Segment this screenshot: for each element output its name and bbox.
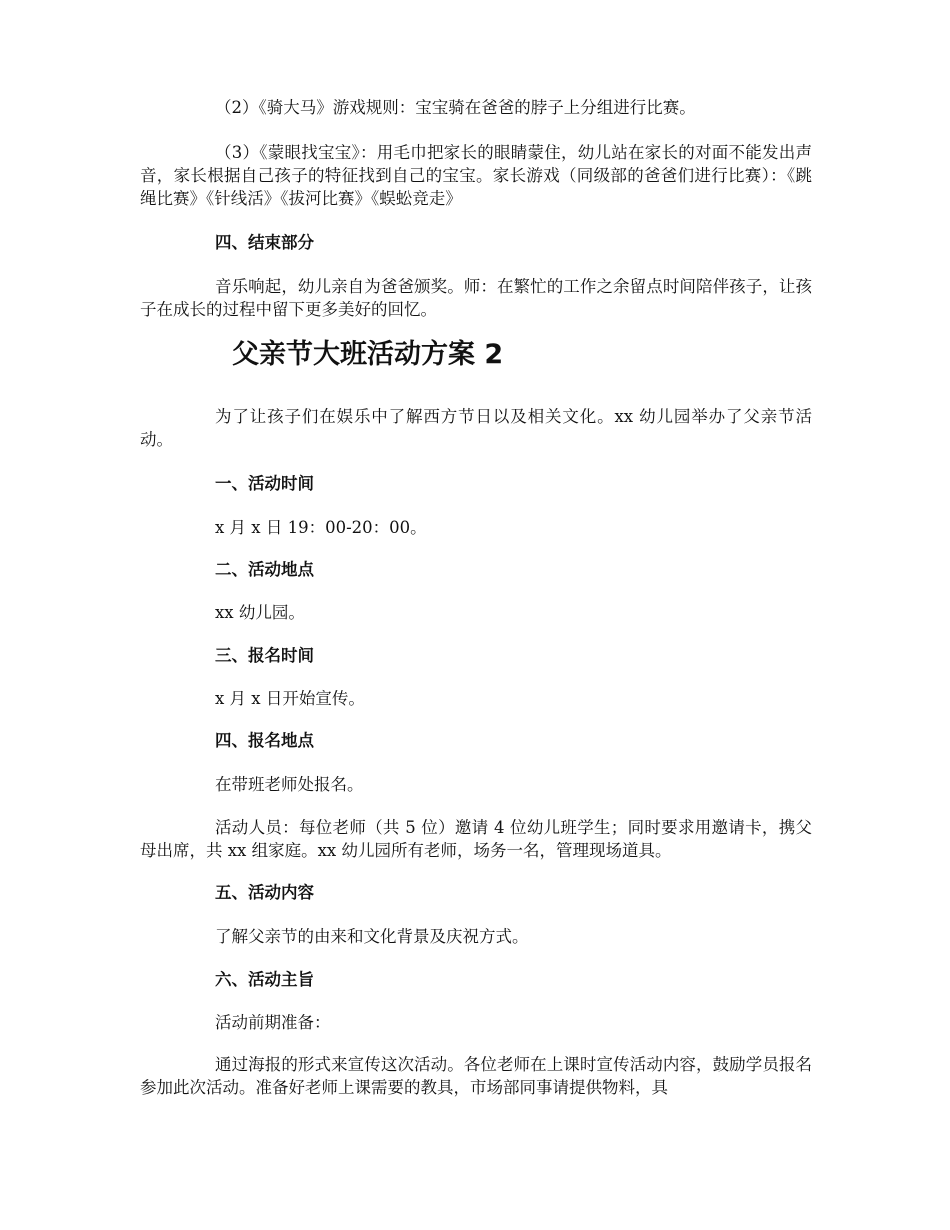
paragraph-preparation-label: 活动前期准备： (215, 1013, 331, 1032)
paragraph-activity-time: x 月 x 日 19：00-20：00。 (215, 518, 427, 537)
paragraph-activity-staff: 活动人员：每位老师（共 5 位）邀请 4 位幼儿班学生；同时要求用邀请卡，携父母出席，共 xx 组家庭。xx 幼儿园所有老师，场务一名，管理现场道具。 (140, 818, 812, 860)
paragraph-signup-time: x 月 x 日开始宣传。 (215, 689, 365, 708)
heading-activity-purpose: 六、活动主旨 (215, 970, 314, 989)
paragraph-activity-content: 了解父亲节的由来和文化背景及庆祝方式。 (215, 927, 529, 946)
paragraph-signup-location: 在带班老师处报名。 (215, 775, 364, 794)
paragraph-preparation-detail: 通过海报的形式来宣传这次活动。各位老师在上课时宣传活动内容，鼓励学员报名参加此次活动。准备好老师上课需要的教具，市场部同事请提供物料，具 (140, 1055, 812, 1097)
paragraph-game-ride-horse: （2）《骑大马》游戏规则：宝宝骑在爸爸的脖子上分组进行比赛。 (215, 98, 696, 117)
paragraph-intro: 为了让孩子们在娱乐中了解西方节日以及相关文化。xx 幼儿园举办了父亲节活动。 (140, 407, 812, 449)
paragraph-game-blindfold: （3）《蒙眼找宝宝》：用毛巾把家长的眼睛蒙住，幼儿站在家长的对面不能发出声音，家长根据自己孩子的特征找到自己的宝宝。家长游戏（同级部的爸爸们进行比赛）：《跳绳比赛》《针线活》《拔河比赛》《蜈蚣竞走》 (140, 143, 812, 208)
section-title: 父亲节大班活动方案 2 (232, 339, 504, 370)
heading-signup-time: 三、报名时间 (215, 646, 314, 665)
heading-activity-time: 一、活动时间 (215, 474, 314, 493)
heading-activity-content: 五、活动内容 (215, 883, 314, 902)
paragraph-ending-music: 音乐响起，幼儿亲自为爸爸颁奖。师：在繁忙的工作之余留点时间陪伴孩子，让孩子在成长的过程中留下更多美好的回忆。 (140, 277, 812, 319)
heading-activity-location: 二、活动地点 (215, 560, 314, 579)
heading-signup-location: 四、报名地点 (215, 731, 314, 750)
heading-ending-part: 四、结束部分 (215, 233, 314, 252)
paragraph-activity-location: xx 幼儿园。 (215, 603, 305, 622)
